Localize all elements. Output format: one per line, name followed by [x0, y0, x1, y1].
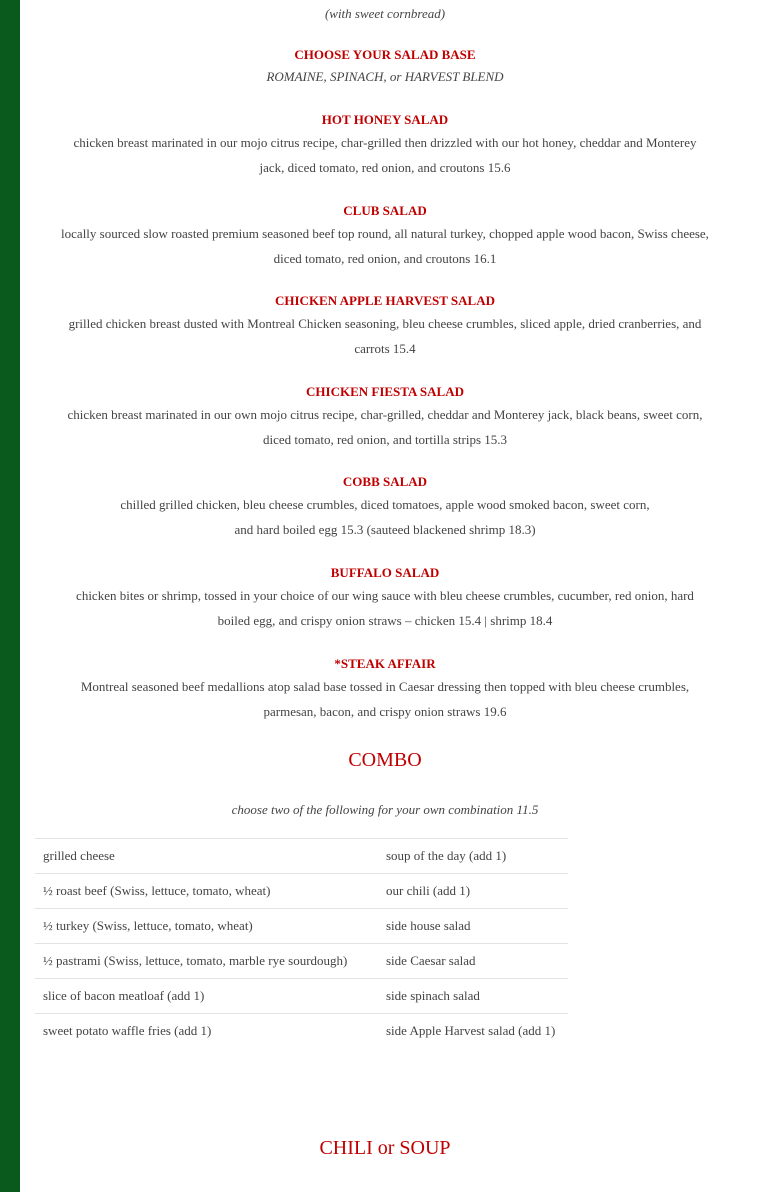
combo-options-table [35, 838, 568, 1048]
combo-sandwich-option: grilled cheese [35, 839, 378, 874]
menu-item-description [20, 311, 750, 361]
description-line: diced tomato, red onion, and tortilla strips 15.3 [262, 432, 508, 447]
menu-item-cobb-salad [20, 473, 750, 542]
combo-instructions: choose two of the following for your own combination 11.5 [231, 802, 539, 817]
menu-item-chicken-fiesta-salad [20, 383, 750, 452]
combo-sandwich-option: ½ turkey (Swiss, lettuce, tomato, wheat) [35, 909, 378, 944]
combo-sandwich-option: slice of bacon meatloaf (add 1) [35, 979, 378, 1014]
description-line: locally sourced slow roasted premium seasoned beef top round, all natural turkey, chopped apple wood bacon, Swiss cheese, [61, 226, 709, 241]
description-line: chilled grilled chicken, bleu cheese crumbles, diced tomatoes, apple wood smoked bacon, sweet corn, [120, 497, 650, 512]
description-line: grilled chicken breast dusted with Montreal Chicken seasoning, bleu cheese crumbles, sliced apple, dried cranberries, and [68, 316, 702, 331]
combo-side-option: side house salad [378, 909, 568, 944]
menu-item-title: CLUB SALAD [343, 203, 427, 218]
description-line: diced tomato, red onion, and croutons 16.1 [273, 251, 497, 266]
description-line: carrots 15.4 [354, 341, 416, 356]
combo-sandwich-option: ½ roast beef (Swiss, lettuce, tomato, wheat) [35, 874, 378, 909]
combo-heading: COMBO [348, 749, 422, 771]
description-line: Montreal seasoned beef medallions atop salad base tossed in Caesar dressing then topped with bleu cheese crumbles, [80, 679, 690, 694]
menu-item-club-salad [20, 202, 750, 271]
menu-item-title: COBB SALAD [342, 474, 428, 489]
description-line: jack, diced tomato, red onion, and croutons 15.6 [259, 160, 511, 175]
menu-item-description [20, 583, 750, 633]
salad-base-options: ROMAINE, SPINACH, or HARVEST BLEND [266, 69, 504, 84]
table-row [35, 979, 568, 1014]
cornbread-note: (with sweet cornbread) [324, 6, 446, 21]
description-line: chicken breast marinated in our own mojo citrus recipe, char-grilled, cheddar and Monterey jack, black beans, sweet corn, [67, 407, 703, 422]
menu-item-title: CHICKEN FIESTA SALAD [306, 384, 464, 399]
menu-item-title: HOT HONEY SALAD [321, 112, 449, 127]
menu-item-description [20, 402, 750, 452]
combo-table-body [35, 839, 568, 1049]
combo-side-option: side Caesar salad [378, 944, 568, 979]
menu-item-buffalo-salad [20, 564, 750, 633]
menu-item-description [20, 130, 750, 180]
table-row [35, 909, 568, 944]
description-line: and hard boiled egg 15.3 (sauteed blackened shrimp 18.3) [234, 522, 536, 537]
table-row [35, 839, 568, 874]
menu-item-steak-affair [20, 655, 750, 724]
description-line: boiled egg, and crispy onion straws – chicken 15.4 | shrimp 18.4 [217, 613, 553, 628]
combo-sandwich-option: ½ pastrami (Swiss, lettuce, tomato, marble rye sourdough) [35, 944, 378, 979]
menu-item-title: CHICKEN APPLE HARVEST SALAD [275, 293, 495, 308]
table-row [35, 874, 568, 909]
menu-item-title: BUFFALO SALAD [330, 565, 440, 580]
combo-sandwich-option: sweet potato waffle fries (add 1) [35, 1014, 378, 1049]
salad-base-section [20, 46, 750, 93]
combo-side-option: side spinach salad [378, 979, 568, 1014]
menu-item-description [20, 492, 750, 542]
chili-soup-heading: CHILI or SOUP [319, 1137, 451, 1159]
salad-base-title: CHOOSE YOUR SALAD BASE [294, 47, 476, 62]
combo-side-option: soup of the day (add 1) [378, 839, 568, 874]
green-side-bar [0, 0, 20, 1192]
menu-item-description [20, 674, 750, 724]
menu-item-title: *STEAK AFFAIR [334, 656, 436, 671]
combo-side-option: our chili (add 1) [378, 874, 568, 909]
menu-item-chicken-apple-harvest-salad [20, 292, 750, 361]
table-row [35, 1014, 568, 1049]
table-row [35, 944, 568, 979]
description-line: parmesan, bacon, and crispy onion straws 19.6 [263, 704, 507, 719]
menu-item-hot-honey-salad [20, 111, 750, 180]
description-line: chicken bites or shrimp, tossed in your choice of our wing sauce with bleu cheese crumbles, cucumber, red onion, hard [76, 588, 694, 603]
description-line: chicken breast marinated in our mojo citrus recipe, char-grilled then drizzled with our hot honey, cheddar and Monterey [73, 135, 697, 150]
combo-side-option: side Apple Harvest salad (add 1) [378, 1014, 568, 1049]
menu-item-description [20, 221, 750, 271]
